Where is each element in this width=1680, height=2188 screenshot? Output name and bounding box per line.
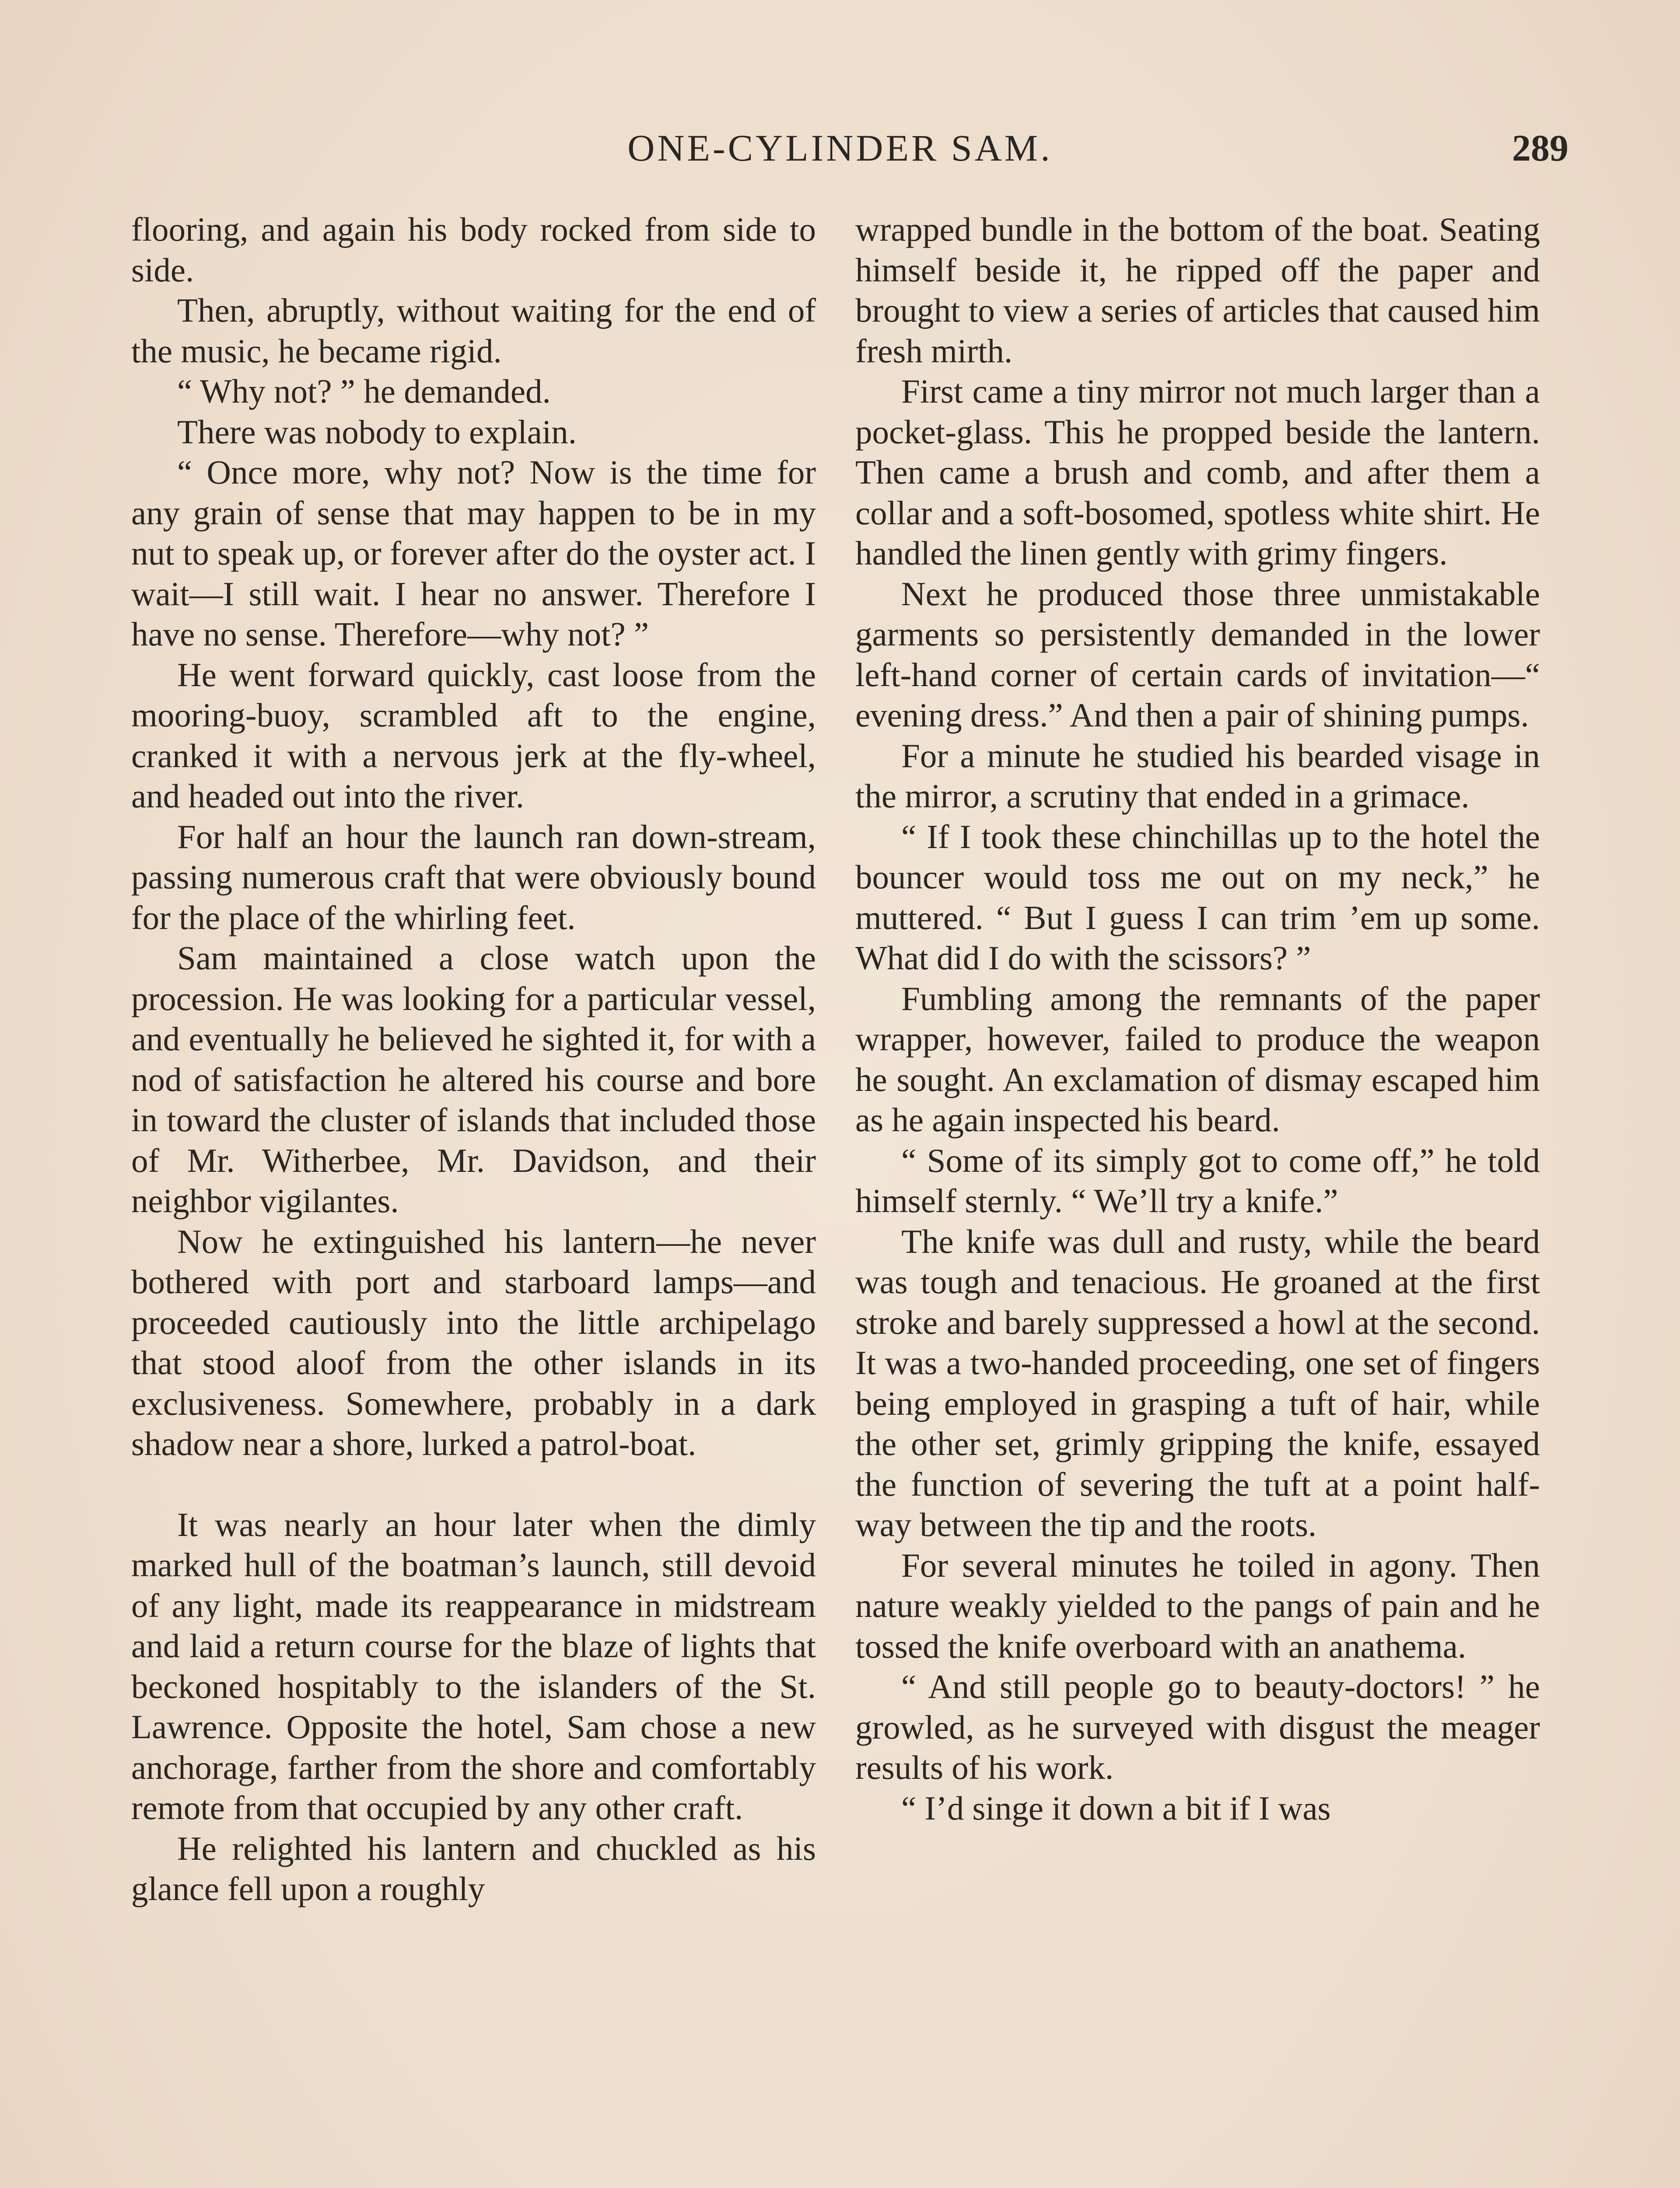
- paragraph: wrapped bundle in the bottom of the boat. Seating himself beside it, he ripped off the paper and brought to view a series of articles that caused him fresh mirth.: [855, 210, 1540, 370]
- paragraph: Next he produced those three unmistakable garments so persistently demanded in the lower left-hand corner of certain cards of invitation—“ evening dress.” And then a pair of shining pumps.: [855, 575, 1540, 734]
- paragraph: “ And still people go to beauty-doctors! ” he growled, as he surveyed with disgust the meager results of his work.: [855, 1668, 1540, 1786]
- paragraph: First came a tiny mirror not much larger than a pocket-glass. This he propped beside the lantern. Then came a brush and comb, and after them a collar and a soft-bosomed, spotless white shirt. He handled the linen gently with grimy fingers.: [855, 372, 1540, 572]
- paragraph: Sam maintained a close watch upon the procession. He was looking for a particular vessel, and eventually he believed he sighted it, for with a nod of satisfaction he altered his course and bore in toward the cluster of islands that included those of Mr. Witherbee, Mr. Davidson, and their neighbor vigilantes.: [131, 939, 816, 1220]
- paragraph: “ Some of its simply got to come off,” he told himself sternly. “ We’ll try a knife.”: [855, 1141, 1540, 1220]
- paragraph: “ I’d singe it down a bit if I was: [901, 1789, 1331, 1827]
- paragraph: “ If I took these chinchillas up to the hotel the bouncer would toss me out on my neck,” he muttered. “ But I guess I can trim ’em up some. What did I do with the scissors? ”: [855, 817, 1540, 977]
- paragraph: He went forward quickly, cast loose from the mooring-buoy, scrambled aft to the engine, cranked it with a nervous jerk at the fly-wheel, and headed out into the river.: [131, 656, 816, 815]
- paragraph: Now he extinguished his lantern—he never bothered with port and starboard lamps—and proceeded cautiously into the little archipelago that stood aloof from the other islands in its exclusiveness. Somewhere, probably in a dark shadow near a shore, lurked a patrol-boat.: [131, 1222, 816, 1462]
- left-text-column: [131, 209, 816, 1909]
- paragraph: “ Once more, why not? Now is the time for any grain of sense that may happen to be in my nut to speak up, or forever after do the oyster act. I wait—I still wait. I hear no answer. Therefore I have no sense. Therefore—why not? ”: [131, 453, 816, 653]
- paragraph: “ Why not? ” he demanded.: [177, 372, 551, 410]
- paragraph: He relighted his lantern and chuckled as his glance fell upon a roughly: [131, 1829, 816, 1907]
- paragraph: flooring, and again his body rocked from side to side.: [131, 210, 816, 289]
- right-text-column: [855, 209, 1540, 1828]
- paragraph: The knife was dull and rusty, while the beard was tough and tenacious. He groaned at the first stroke and barely suppressed a howl at the second. It was a two-handed proceeding, one set of fingers being employed in grasping a tuft of hair, while the other set, grimly gripping the knife, essayed the function of severing the tuft at a point half-way between the tip and the roots.: [855, 1222, 1540, 1543]
- paragraph: Then, abruptly, without waiting for the end of the music, he became rigid.: [131, 291, 816, 370]
- paragraph: It was nearly an hour later when the dimly marked hull of the boatman’s launch, still devoid of any light, made its reappearance in midstream and laid a return course for the blaze of lights that beckoned hospitably to the islanders of the St. Lawrence. Opposite the hotel, Sam chose a new anchorage, farther from the shore and comfortably remote from that occupied by any other craft.: [131, 1505, 816, 1827]
- paragraph: Fumbling among the remnants of the paper wrapper, however, failed to produce the weapon he sought. An exclamation of dismay escaped him as he again inspected his beard.: [855, 979, 1540, 1139]
- paragraph: For a minute he studied his bearded visage in the mirror, a scrutiny that ended in a grimace.: [855, 736, 1540, 815]
- running-header-title: ONE-CYLINDER SAM.: [627, 127, 1053, 169]
- page-number: 289: [1512, 127, 1568, 169]
- paragraph: For several minutes he toiled in agony. Then nature weakly yielded to the pangs of pain and he tossed the knife overboard with an anathema.: [855, 1546, 1540, 1665]
- paragraph: For half an hour the launch ran down-stream, passing numerous craft that were obviously bound for the place of the whirling feet.: [131, 817, 816, 936]
- paragraph: There was nobody to explain.: [177, 413, 577, 451]
